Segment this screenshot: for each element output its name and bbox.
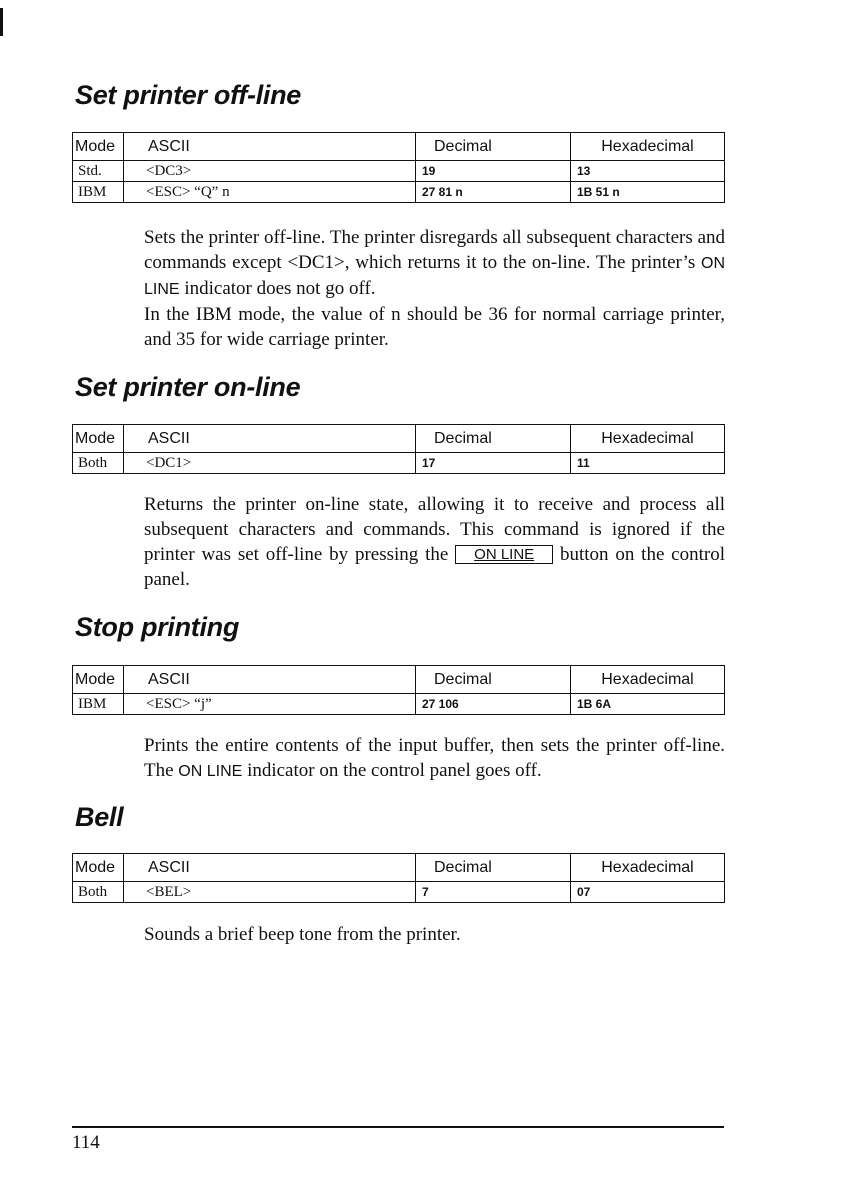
- description-set-offline: [144, 225, 725, 352]
- header-decimal: Decimal: [416, 854, 571, 882]
- table-row: [73, 161, 725, 182]
- cell-decimal: 27 106: [416, 694, 571, 715]
- cell-mode: Std.: [73, 161, 124, 182]
- table-row: [73, 182, 725, 203]
- description-stop-printing: [144, 733, 725, 784]
- description-paragraph: Sets the printer off-line. The printer disregards all subsequent characters and commands except <DC1>, which returns it to the on-line. The printer’s ON LINE indicator does not go off.: [144, 227, 725, 299]
- scan-edge-mark: [0, 8, 3, 36]
- cell-ascii: <ESC> “Q” n: [124, 182, 416, 203]
- cell-mode: IBM: [73, 694, 124, 715]
- command-table-set-online: [72, 424, 725, 474]
- header-hexadecimal: Hexadecimal: [571, 854, 725, 882]
- header-hexadecimal: Hexadecimal: [571, 666, 725, 694]
- cell-ascii: <ESC> “j”: [124, 694, 416, 715]
- online-button-label: ON LINE: [455, 545, 553, 564]
- table-header-row: [73, 854, 725, 882]
- description-paragraph: Returns the printer on-line state, allowing it to receive and process all subsequent characters and commands. This command is ignored if the printer was set off-line by pressing the ON LINE button on the control panel.: [144, 494, 726, 590]
- header-ascii: ASCII: [124, 425, 416, 453]
- page-number: 114: [72, 1132, 100, 1153]
- section-title-stop-printing: Stop printing: [75, 612, 240, 642]
- table-row: [73, 694, 725, 715]
- online-indicator-label: ON LINE: [144, 255, 725, 298]
- table-header-row: [73, 133, 725, 161]
- header-hexadecimal: Hexadecimal: [571, 133, 725, 161]
- header-decimal: Decimal: [416, 666, 571, 694]
- cell-hexadecimal: 1B 51 n: [571, 182, 725, 203]
- cell-hexadecimal: 1B 6A: [571, 694, 725, 715]
- cell-hexadecimal: 11: [571, 453, 725, 474]
- description-paragraph: In the IBM mode, the value of n should be 36 for normal carriage printer, and 35 for wide carriage printer.: [144, 304, 725, 350]
- section-title-bell: Bell: [75, 802, 124, 832]
- section-title-set-online: Set printer on-line: [75, 372, 301, 402]
- cell-mode: IBM: [73, 182, 124, 203]
- cell-decimal: 7: [416, 882, 571, 903]
- section-title-set-offline: Set printer off-line: [75, 80, 302, 110]
- cell-ascii: <DC3>: [124, 161, 416, 182]
- cell-decimal: 19: [416, 161, 571, 182]
- header-mode: Mode: [73, 133, 124, 161]
- table-row: [73, 453, 725, 474]
- table-row: [73, 882, 725, 903]
- cell-hexadecimal: 13: [571, 161, 725, 182]
- description-bell: [144, 922, 725, 947]
- description-paragraph: Sounds a brief beep tone from the printer.: [144, 924, 461, 945]
- description-paragraph: Prints the entire contents of the input buffer, then sets the printer off-line. The ON LINE indicator on the control panel goes off.: [144, 735, 725, 781]
- footer-rule: [72, 1126, 724, 1128]
- table-header-row: [73, 425, 725, 453]
- cell-ascii: <DC1>: [124, 453, 416, 474]
- header-decimal: Decimal: [416, 425, 571, 453]
- header-ascii: ASCII: [124, 854, 416, 882]
- header-mode: Mode: [73, 666, 124, 694]
- header-ascii: ASCII: [124, 133, 416, 161]
- header-hexadecimal: Hexadecimal: [571, 425, 725, 453]
- cell-decimal: 27 81 n: [416, 182, 571, 203]
- cell-mode: Both: [73, 882, 124, 903]
- command-table-set-offline: [72, 132, 725, 203]
- cell-hexadecimal: 07: [571, 882, 725, 903]
- header-decimal: Decimal: [416, 133, 571, 161]
- online-indicator-label: ON LINE: [178, 763, 243, 780]
- description-set-online: [144, 492, 725, 592]
- header-mode: Mode: [73, 854, 124, 882]
- header-mode: Mode: [73, 425, 124, 453]
- table-header-row: [73, 666, 725, 694]
- command-table-stop-printing: [72, 665, 725, 715]
- cell-decimal: 17: [416, 453, 571, 474]
- command-table-bell: [72, 853, 725, 903]
- cell-mode: Both: [73, 453, 124, 474]
- cell-ascii: <BEL>: [124, 882, 416, 903]
- header-ascii: ASCII: [124, 666, 416, 694]
